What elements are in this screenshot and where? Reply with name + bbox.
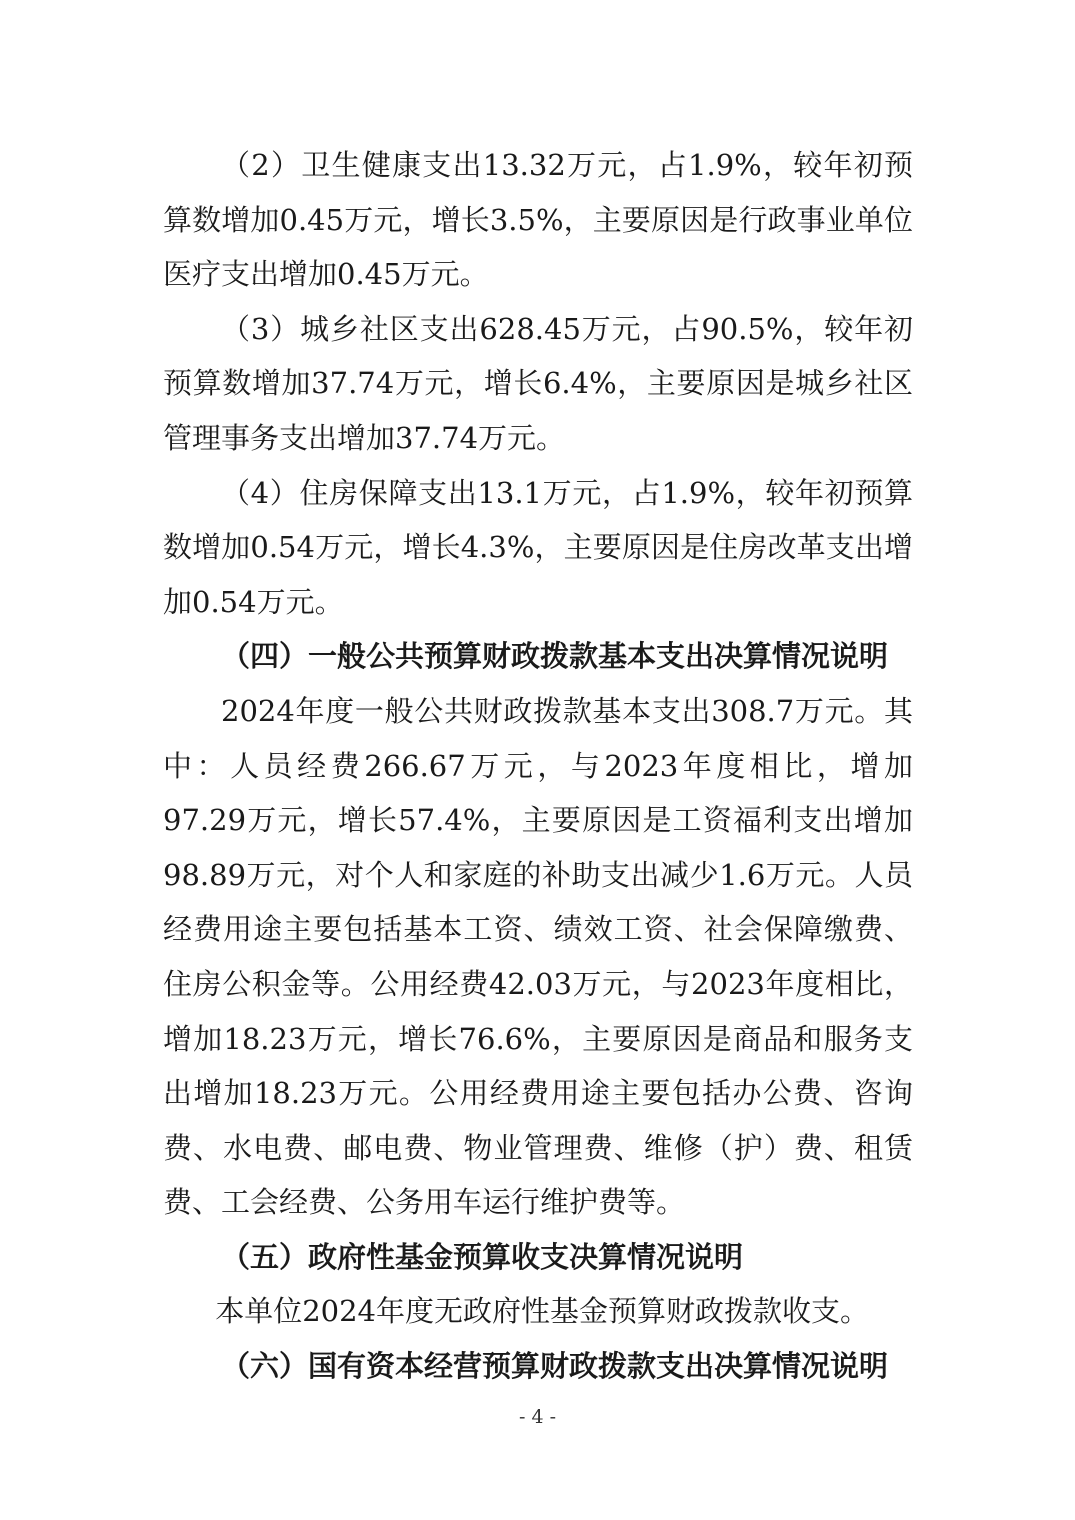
section-heading-6: （六）国有资本经营预算财政拨款支出决算情况说明 — [221, 1349, 889, 1384]
paragraph-housing-expenditure: （4）住房保障支出13.1万元，占1.9%，较年初预算数增加0.54万元，增长4.3%，主要原因是住房改革支出增加0.54万元。 — [163, 475, 913, 619]
section-heading-5: （五）政府性基金预算收支决算情况说明 — [221, 1239, 744, 1274]
paragraph-government-fund: 本单位2024年度无政府性基金预算财政拨款收支。 — [215, 1294, 870, 1329]
page-number: - 4 - — [518, 1406, 556, 1428]
document-body — [163, 138, 913, 1394]
paragraph-basic-expenditure: 2024年度一般公共财政拨款基本支出308.7万元。其中：人员经费266.67万元，与2023年度相比，增加97.29万元，增长57.4%，主要原因是工资福利支出增加98.89万元，对个人和家庭的补助支出减少1.6万元。人员经费用途主要包括基本工资、绩效工资、社会保障缴费、住房公积金等。公用经费42.03万元，与2023年度相比，增加18.23万元，增长76.6%，主要原因是商品和服务支出增加18.23万元。公用经费用途主要包括办公费、咨询费、水电费、邮电费、物业管理费、维修（护）费、租赁费、工会经费、公务用车运行维护费等。 — [163, 693, 913, 1220]
paragraph-urban-rural-expenditure: （3）城乡社区支出628.45万元，占90.5%，较年初预算数增加37.74万元，增长6.4%，主要原因是城乡社区管理事务支出增加37.74万元。 — [163, 311, 913, 455]
paragraph-health-expenditure: （2）卫生健康支出13.32万元，占1.9%，较年初预算数增加0.45万元，增长3.5%，主要原因是行政事业单位医疗支出增加0.45万元。 — [163, 148, 913, 292]
section-heading-4: （四）一般公共预算财政拨款基本支出决算情况说明 — [221, 639, 889, 674]
